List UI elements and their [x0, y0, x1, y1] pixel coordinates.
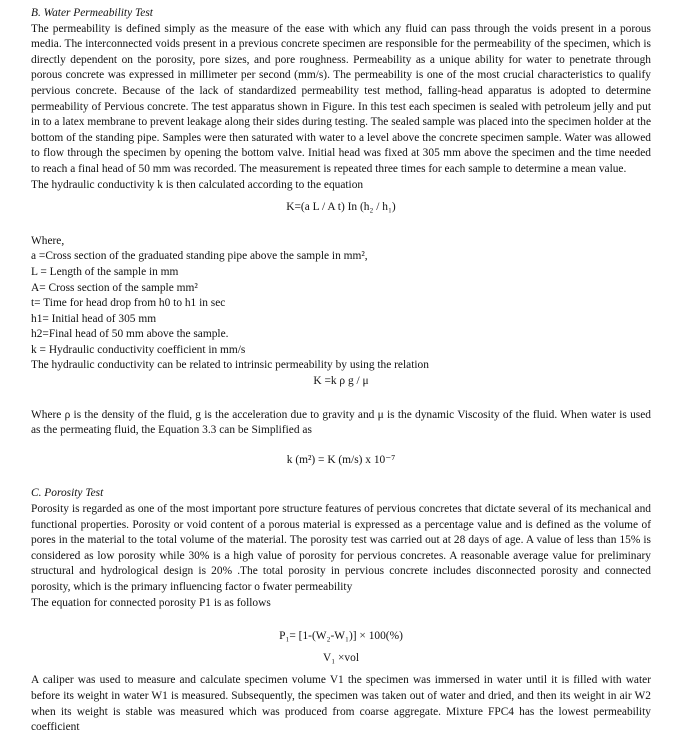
- density-paragraph: Where ρ is the density of the fluid, g is the acceleration due to gravity and μ is the dynamic Viscosity of the fluid. When water is used as the permeating fluid, the Equation 3.3 can be Simplified as: [31, 408, 651, 437]
- porosity-paragraph: Porosity is regarded as one of the most important pore structure features of pervious concretes that dictate several of its mechanical and functional properties. Porosity or void content of a porous material is expressed as a percentage value and is defined as the volume of pores in the material to the total volume of the material. The porosity test was carried out at 28 days of age. A value of less than 15% is considered as low porosity while 30% is a high value of porosity for pervious concretes. A reasonable average value for preliminary structural and hydrological design is 20% .The total porosity in pervious concrete includes disconnected porosity and connected porosity, which is the primary influencing factor o fwater permeability: [31, 503, 651, 593]
- conductivity-intro: The hydraulic conductivity k is then calculated according to the equation: [31, 178, 364, 191]
- document-page: [31, 6, 651, 736]
- caliper-paragraph: A caliper was used to measure and calculate specimen volume V1 the specimen was immersed in water until it is filled with water before its weight in water W1 is measured. Subsequently, the specimen was taken out of water and dried, and then its weight in air W2 when its weight is stable was measured which was produced from coarse aggregate. Mixture FPC4 has the lowest permeability coefficient: [31, 674, 651, 734]
- section-c-heading: C. Porosity Test: [31, 487, 104, 500]
- definition-a: a =Cross section of the graduated standing pipe above the sample in mm²,: [31, 250, 368, 263]
- where-label: Where,: [31, 234, 65, 247]
- hydraulic-conductivity-equation: K=(a L / A t) In (h₂ / h₁): [286, 201, 396, 214]
- permeability-relation-equation: K =k ρ g / μ: [313, 375, 369, 388]
- permeability-paragraph: The permeability is defined simply as the measure of the ease with which any fluid can pass through the voids present in a porous media. The interconnected voids present in a previous concrete specimen are responsible for the permeability of the specimen, which is directly dependent on the porosity, pore sizes, and pore roughness. Permeability as a unique ability for water to penetrate through porous concrete was expressed in millimeter per second (mm/s). The permeability is one of the most crucial characteristics to qualify pervious concrete. Because of the lack of standardized permeability test method, falling-head apparatus is adopted to determine permeability of Pervious concrete. The test apparatus shown in Figure. In this test each specimen is sealed with petroleum jelly and put in to a latex membrane to prevent leakage along their sides during testing. The sealed sample was placed into the specimen holder at the bottom of the standing pipe. Samples were then saturated with water to a level above the concrete specimen sample. Water was allowed to flow through the specimen by opening the bottom valve. Initial head was fixed at 305 mm above the specimen and the time needed to reach a final head of 50 mm was recorded. The measurement is repeated three times for each sample to determine a mean value.: [31, 22, 651, 175]
- definition-h2: h2=Final head of 50 mm above the sample.: [31, 328, 229, 341]
- definition-l: L = Length of the sample in mm: [31, 265, 179, 278]
- definition-h1: h1= Initial head of 305 mm: [31, 312, 157, 325]
- connected-porosity-equation: [31, 629, 651, 666]
- definition-area: A= Cross section of the sample mm²: [31, 281, 198, 294]
- porosity-equation-numerator: P₁= [1-(W₂-W₁)] × 100(%): [279, 630, 403, 643]
- porosity-equation-intro: The equation for connected porosity P1 is as follows: [31, 596, 271, 609]
- definition-t: t= Time for head drop from h0 to h1 in sec: [31, 297, 226, 310]
- definition-k: k = Hydraulic conductivity coefficient in mm/s: [31, 343, 246, 356]
- porosity-equation-denominator: V₁ ×vol: [322, 651, 359, 664]
- section-b-heading: B. Water Permeability Test: [31, 7, 153, 19]
- relation-intro: The hydraulic conductivity can be related to intrinsic permeability by using the relation: [31, 359, 429, 372]
- simplified-equation: k (m²) = K (m/s) x 10⁻⁷: [286, 453, 396, 466]
